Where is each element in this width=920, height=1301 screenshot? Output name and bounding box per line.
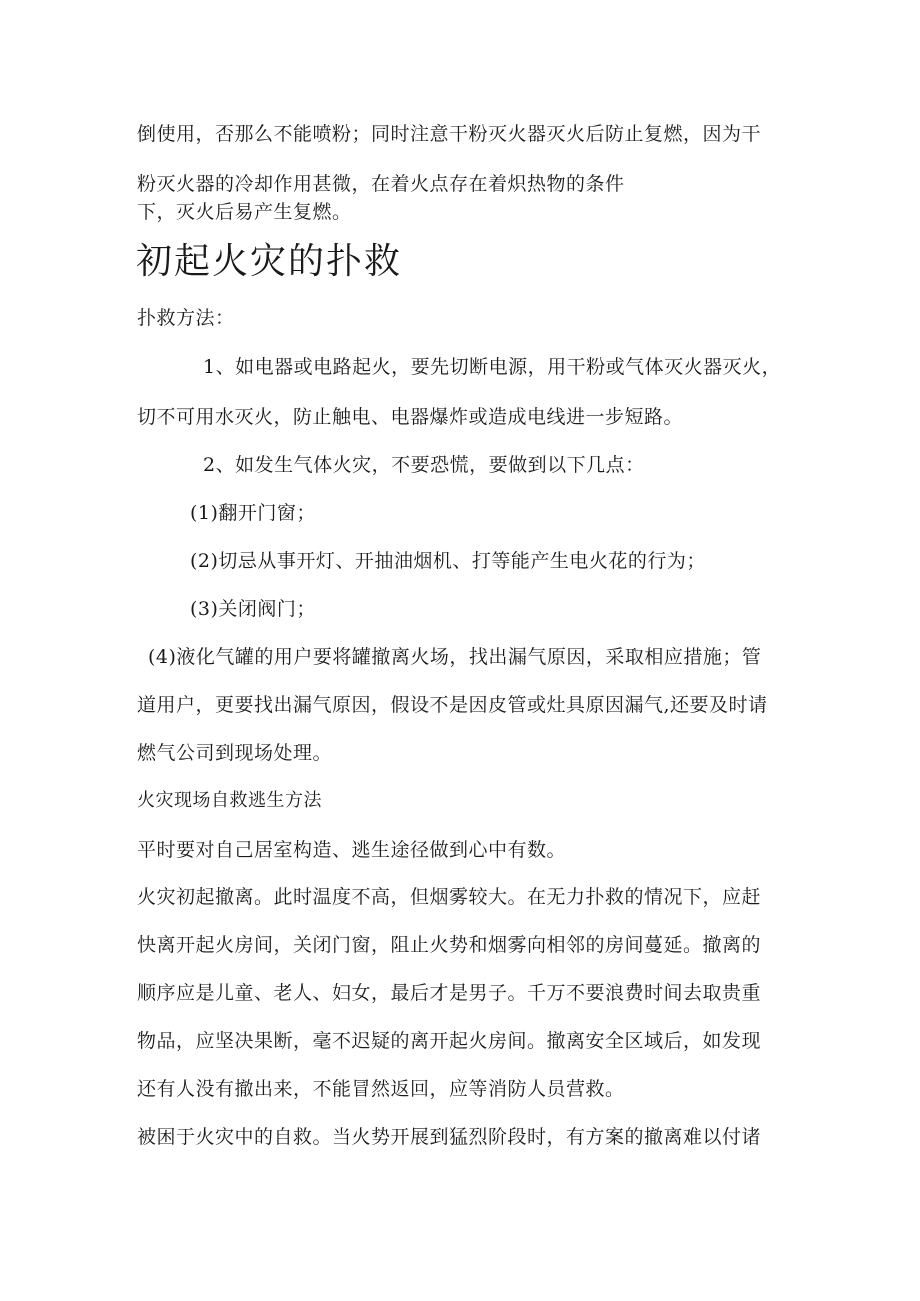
sub-item-1: (1)翻开门窗； <box>190 502 316 524</box>
method-label: 扑救方法： <box>137 307 235 329</box>
section-heading: 初起火灾的扑救 <box>136 241 403 282</box>
escape-intro: 平时要对自己居室构造、逃生途径做到心中有数。 <box>137 839 567 861</box>
early-line-3: 顺序应是儿童、老人、妇女，最后才是男子。千万不要浪费时间去取贵重 <box>137 982 762 1004</box>
intro-line-3: 下，灭火后易产生复燃。 <box>137 201 352 223</box>
early-line-1: 火灾初起撤离。此时温度不高，但烟雾较大。在无力扑救的情况下，应赶 <box>137 886 762 908</box>
item-1-line-1: 1、如电器或电路起火，要先切断电源，用干粉或气体灭火器灭火， <box>203 356 782 378</box>
sub-item-4-line-3: 燃气公司到现场处理。 <box>137 742 333 764</box>
item-2: 2、如发生气体火灾，不要恐慌，要做到以下几点： <box>203 454 645 476</box>
sub-item-2: (2)切忌从事开灯、开抽油烟机、打等能产生电火花的行为； <box>190 550 706 572</box>
intro-line-1: 倒使用，否那么不能喷粉；同时注意干粉灭火器灭火后防止复燃，因为干 <box>137 123 762 145</box>
intro-line-2: 粉灭火器的冷却作用甚微，在着火点存在着炽热物的条件 <box>137 173 625 195</box>
sub-item-4-line-2: 道用户，更要找出漏气原因，假设不是因皮管或灶具原因漏气,还要及时请 <box>137 694 768 716</box>
trapped-line-1: 被困于火灾中的自救。当火势开展到猛烈阶段时，有方案的撤离难以付诸 <box>137 1126 762 1148</box>
early-line-5: 还有人没有撤出来，不能冒然返回，应等消防人员营救。 <box>137 1078 625 1100</box>
sub-item-3: (3)关闭阀门； <box>190 598 316 620</box>
item-1-line-2: 切不可用水灭火，防止触电、电器爆炸或造成电线进一步短路。 <box>137 406 684 428</box>
early-line-2: 快离开起火房间，关闭门窗，阻止火势和烟雾向相邻的房间蔓延。撤离的 <box>137 934 762 956</box>
escape-title: 火灾现场自救逃生方法 <box>137 790 322 811</box>
early-line-4: 物品，应坚决果断，毫不迟疑的离开起火房间。撤离安全区域后，如发现 <box>137 1030 762 1052</box>
sub-item-4-line-1: (4)液化气罐的用户要将罐撤离火场，找出漏气原因，采取相应措施；管 <box>148 646 762 668</box>
